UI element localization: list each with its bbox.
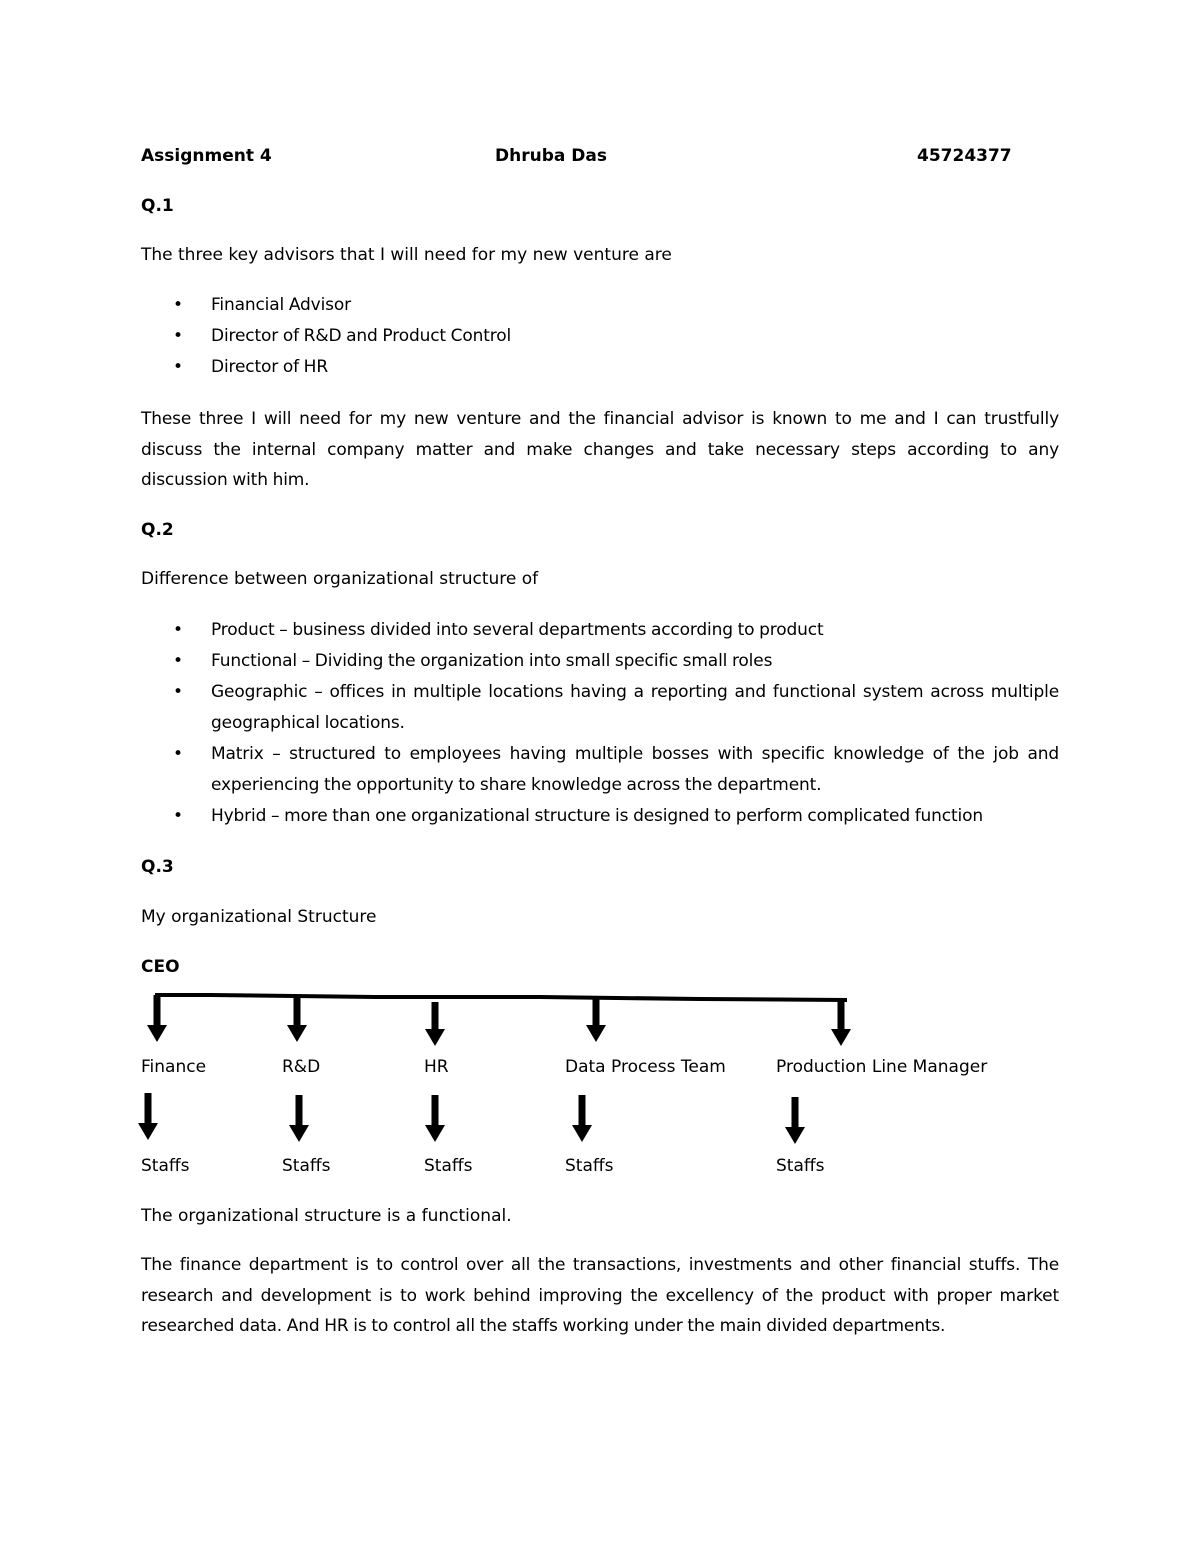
bullet-icon: • xyxy=(173,295,183,315)
q3-intro: My organizational Structure xyxy=(141,907,377,927)
bullet-icon: • xyxy=(173,806,183,826)
assignment-title: Assignment 4 xyxy=(141,146,272,166)
data-team-to-staff-arrow-icon xyxy=(572,1095,592,1142)
org-connector-line xyxy=(155,995,847,1000)
list-item: • Hybrid – more than one organizational structure is designed to perform complicated function xyxy=(141,801,1059,832)
hr-to-staff-arrow-icon xyxy=(425,1095,445,1142)
ceo-to-production-arrow-icon xyxy=(831,1000,851,1046)
q3-label: Q.3 xyxy=(141,857,174,877)
structure-type-text: The organizational structure is a functional. xyxy=(141,1206,512,1226)
bullet-icon: • xyxy=(173,620,183,640)
q2-label: Q.2 xyxy=(141,520,174,540)
q1-intro: The three key advisors that I will need for my new venture are xyxy=(141,245,672,265)
author-name: Dhruba Das xyxy=(495,146,607,166)
q2-intro: Difference between organizational structure of xyxy=(141,569,539,589)
org-node-data-process-team: Data Process Team xyxy=(565,1057,726,1077)
list-item: • Geographic – offices in multiple locations having a reporting and functional system across multiple geographical locations. xyxy=(141,677,1059,739)
bullet-icon: • xyxy=(173,744,183,764)
list-item: • Matrix – structured to employees having multiple bosses with specific knowledge of the job and experiencing the opportunity to share knowledge across the department. xyxy=(141,739,1059,801)
bullet-icon: • xyxy=(173,357,183,377)
ceo-to-data-team-arrow-icon xyxy=(586,998,606,1042)
org-root-ceo: CEO xyxy=(141,957,180,977)
ceo-to-rnd-arrow-icon xyxy=(287,997,307,1042)
student-id: 45724377 xyxy=(917,146,1012,166)
org-node-finance: Finance xyxy=(141,1057,207,1077)
list-item: • Functional – Dividing the organization into small specific small roles xyxy=(141,646,1059,677)
org-node-hr: HR xyxy=(424,1057,449,1077)
bullet-icon: • xyxy=(173,326,183,346)
org-node-staffs: Staffs xyxy=(282,1156,331,1176)
list-item: • Director of HR xyxy=(141,352,1059,383)
list-item: • Financial Advisor xyxy=(141,290,1059,321)
org-node-rnd: R&D xyxy=(282,1057,321,1077)
q1-label: Q.1 xyxy=(141,196,174,216)
ceo-to-hr-arrow-icon xyxy=(425,1002,445,1046)
ceo-to-finance-arrow-icon xyxy=(147,995,167,1042)
org-node-staffs: Staffs xyxy=(141,1156,190,1176)
org-node-staffs: Staffs xyxy=(565,1156,614,1176)
rnd-to-staff-arrow-icon xyxy=(289,1095,309,1142)
q1-paragraph: These three I will need for my new venture and the financial advisor is known to me and I can trustfully discuss the internal company matter and make changes and take necessary steps according to any discussion with him. xyxy=(141,409,1059,490)
list-item: • Director of R&D and Product Control xyxy=(141,321,1059,352)
list-item: • Product – business divided into several departments according to product xyxy=(141,615,1059,646)
finance-to-staff-arrow-icon xyxy=(138,1093,158,1140)
production-to-staff-arrow-icon xyxy=(785,1097,805,1144)
bullet-icon: • xyxy=(173,651,183,671)
org-node-production-line-manager: Production Line Manager xyxy=(776,1057,988,1077)
org-node-staffs: Staffs xyxy=(424,1156,473,1176)
bullet-icon: • xyxy=(173,682,183,702)
q3-paragraph: The finance department is to control over all the transactions, investments and other financial stuffs. The research and development is to work behind improving the excellency of the product with proper market researched data. And HR is to control all the staffs working under the main divided departments. xyxy=(141,1255,1059,1336)
org-node-staffs: Staffs xyxy=(776,1156,825,1176)
